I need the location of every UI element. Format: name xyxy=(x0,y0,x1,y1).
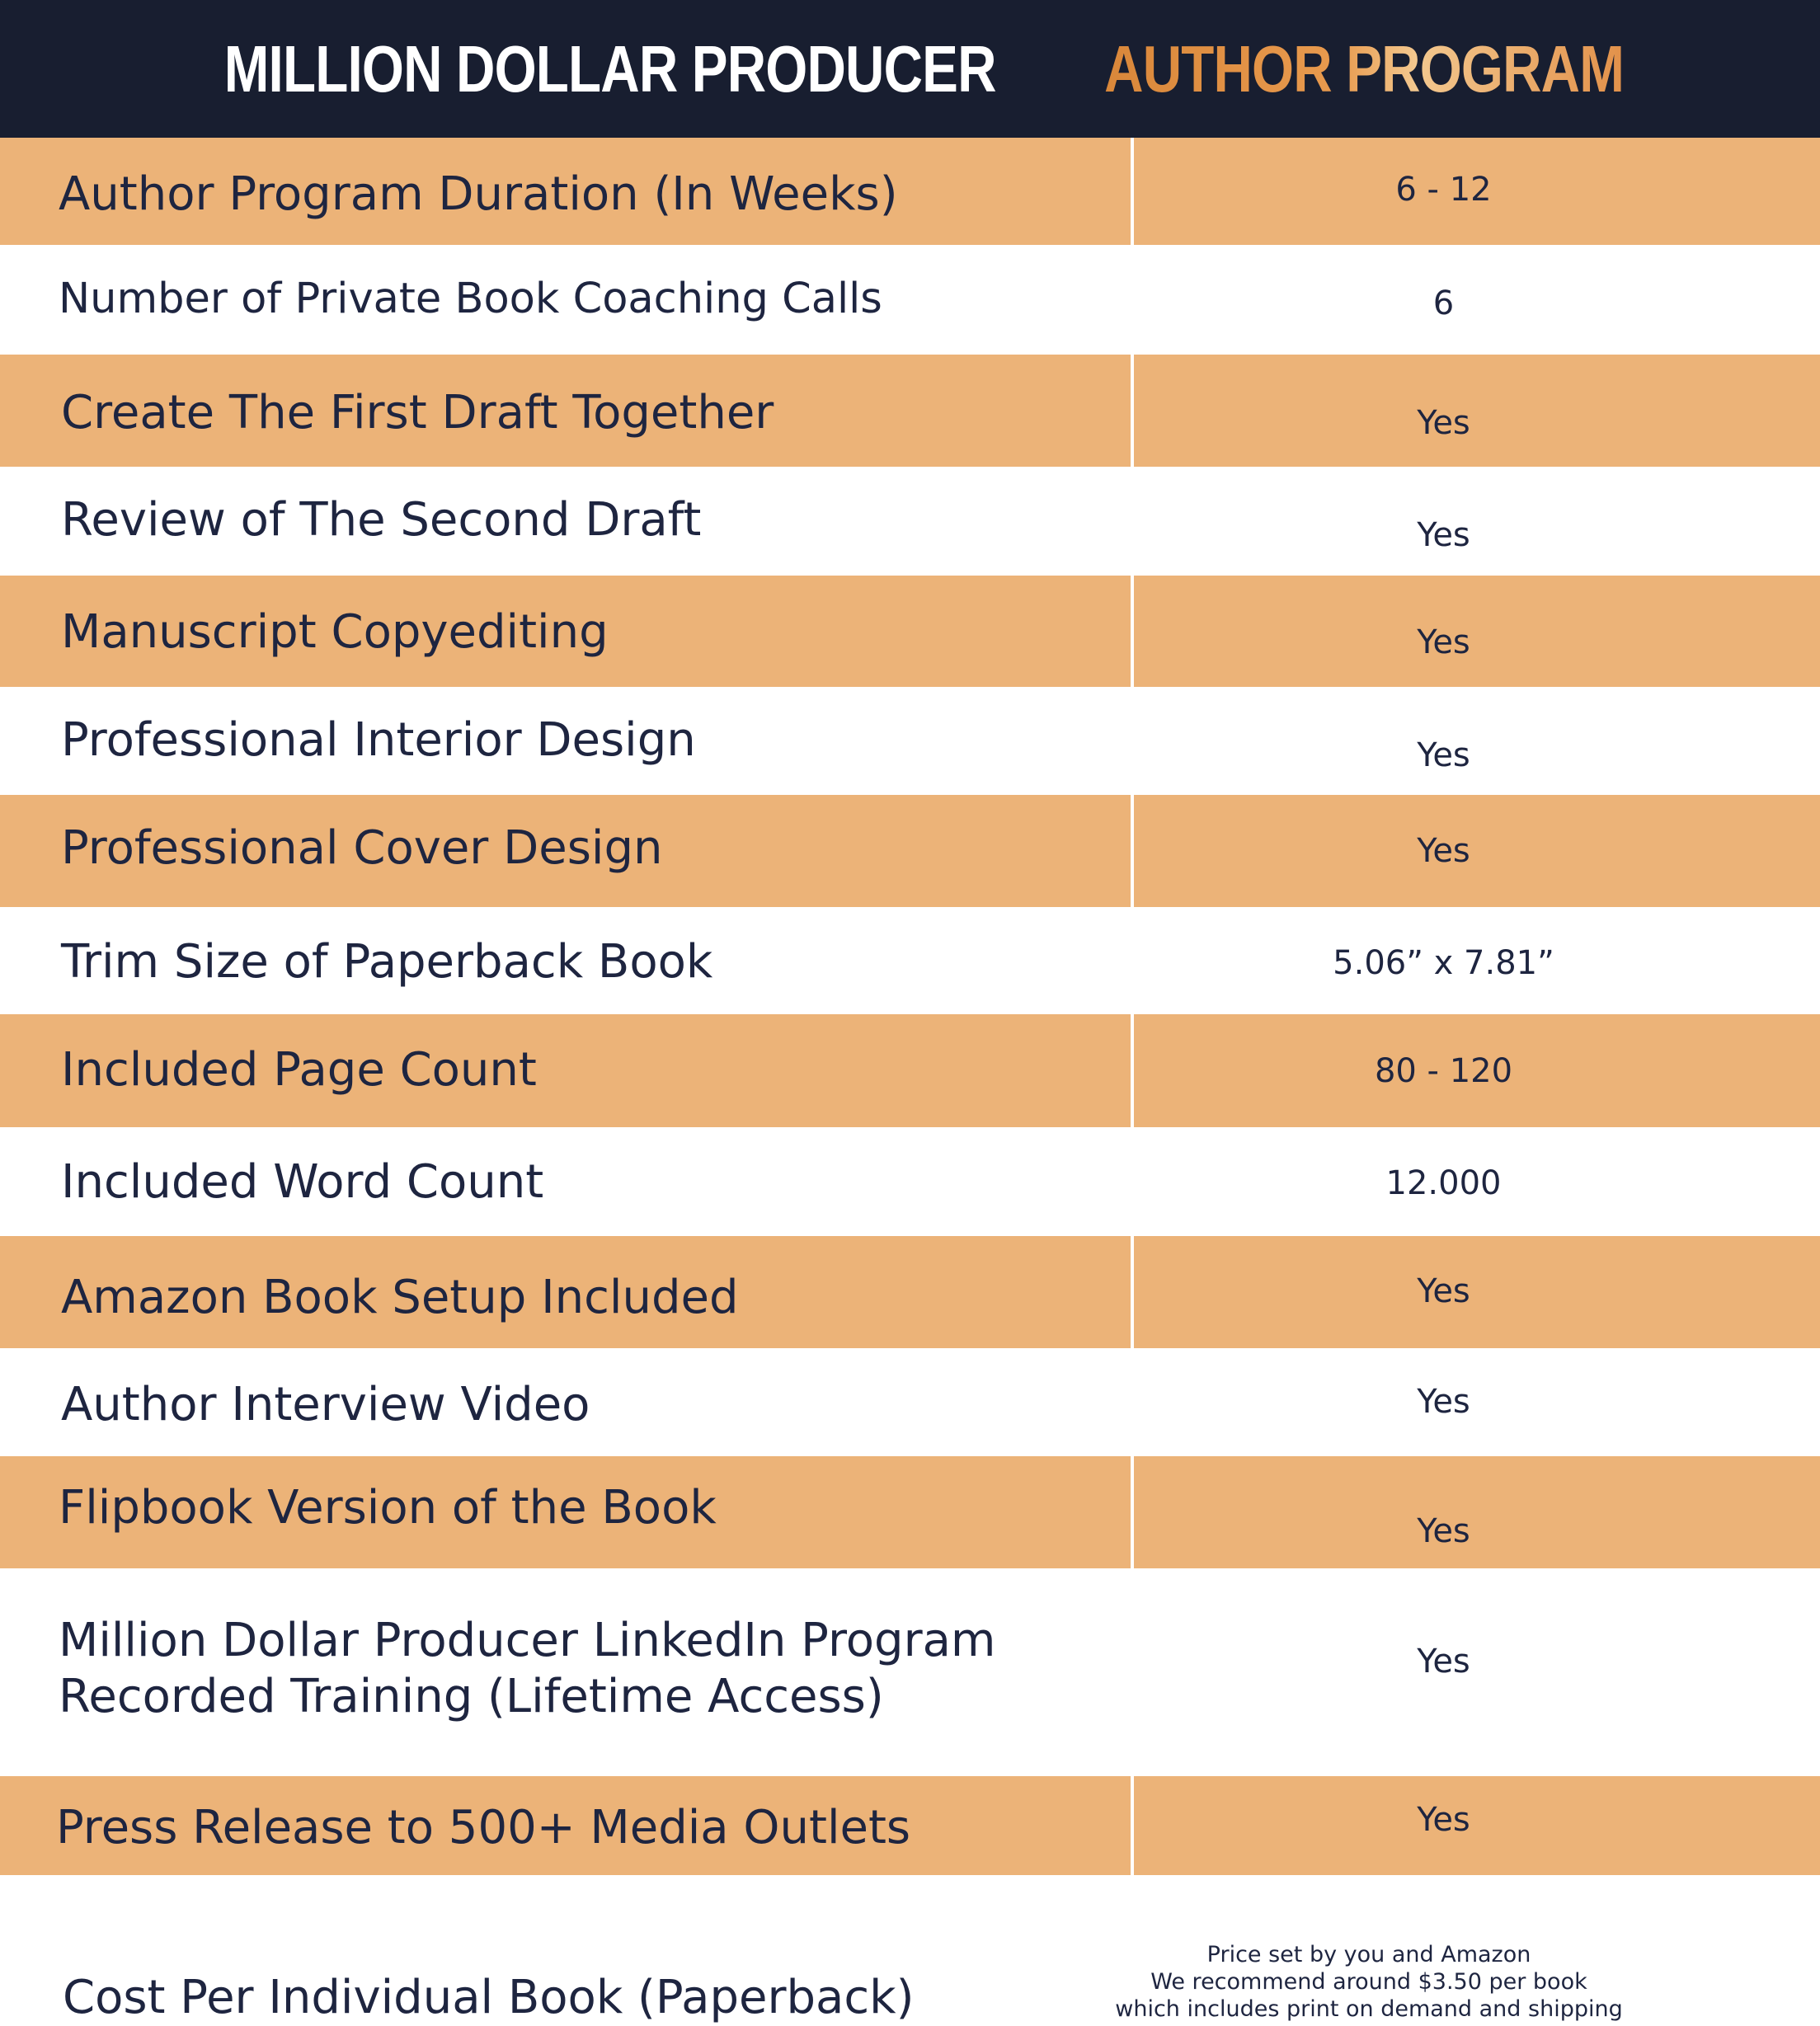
row-label: Create The First Draft Together xyxy=(61,386,774,440)
table-row xyxy=(0,907,1820,1014)
row-value: 80 - 120 xyxy=(1374,1052,1513,1090)
row-value: Yes xyxy=(1417,736,1470,774)
price-note-line3: which includes print on demand and shipping xyxy=(1115,1996,1623,2022)
table-row xyxy=(0,1568,1820,1776)
table-row xyxy=(0,795,1820,907)
row-label: Trim Size of Paperback Book xyxy=(61,935,713,989)
table-row xyxy=(0,576,1820,687)
row-value: Yes xyxy=(1417,1801,1470,1839)
row-label: Professional Cover Design xyxy=(61,821,663,875)
row-label: Press Release to 500+ Media Outlets xyxy=(56,1801,911,1854)
table-row xyxy=(0,1236,1820,1348)
table-row xyxy=(0,1875,1820,2026)
table-row xyxy=(0,355,1820,467)
row-value: 12.000 xyxy=(1385,1164,1502,1202)
header-title-accent: AUTHOR PROGRAM xyxy=(1104,31,1625,106)
row-label: Review of The Second Draft xyxy=(61,493,702,547)
row-label: Professional Interior Design xyxy=(61,713,696,767)
price-note xyxy=(957,1941,1781,2023)
row-label: Author Program Duration (In Weeks) xyxy=(59,167,898,221)
row-label: Manuscript Copyediting xyxy=(61,605,609,659)
row-value: 5.06” x 7.81” xyxy=(1333,944,1554,982)
table-row xyxy=(0,138,1820,245)
table-row xyxy=(0,1456,1820,1568)
table-row xyxy=(0,1014,1820,1127)
row-value: Yes xyxy=(1417,832,1470,870)
table-row xyxy=(0,467,1820,576)
row-label-line1: Million Dollar Producer LinkedIn Program xyxy=(59,1614,996,1667)
row-value: Yes xyxy=(1417,623,1470,661)
table-row xyxy=(0,1127,1820,1236)
row-value: Yes xyxy=(1417,1383,1470,1421)
row-label: Included Word Count xyxy=(61,1155,544,1209)
row-label: Amazon Book Setup Included xyxy=(61,1271,739,1324)
row-value: Yes xyxy=(1417,1643,1470,1680)
table-row xyxy=(0,1776,1820,1875)
row-value: Yes xyxy=(1417,516,1470,554)
price-note-line1: Price set by you and Amazon xyxy=(1206,1942,1531,1967)
row-label: Author Interview Video xyxy=(61,1378,590,1431)
row-value: 6 - 12 xyxy=(1395,171,1492,209)
row-value: 6 xyxy=(1432,284,1455,322)
row-label: Cost Per Individual Book (Paperback) xyxy=(63,1971,915,2024)
row-value: Yes xyxy=(1417,1512,1470,1550)
row-value: Yes xyxy=(1417,404,1470,442)
table-row xyxy=(0,245,1820,355)
row-label: Number of Private Book Coaching Calls xyxy=(59,275,882,323)
row-label xyxy=(59,1613,1131,1725)
row-label: Included Page Count xyxy=(61,1043,537,1097)
row-label-line2: Recorded Training (Lifetime Access) xyxy=(59,1670,884,1723)
row-value: Yes xyxy=(1417,1272,1470,1310)
header-title-main: MILLION DOLLAR PRODUCER xyxy=(223,31,996,106)
row-label: Flipbook Version of the Book xyxy=(59,1481,717,1535)
table-row xyxy=(0,687,1820,795)
page-header xyxy=(0,0,1820,138)
table-row xyxy=(0,1348,1820,1456)
price-note-line2: We recommend around $3.50 per book xyxy=(1150,1969,1587,1995)
